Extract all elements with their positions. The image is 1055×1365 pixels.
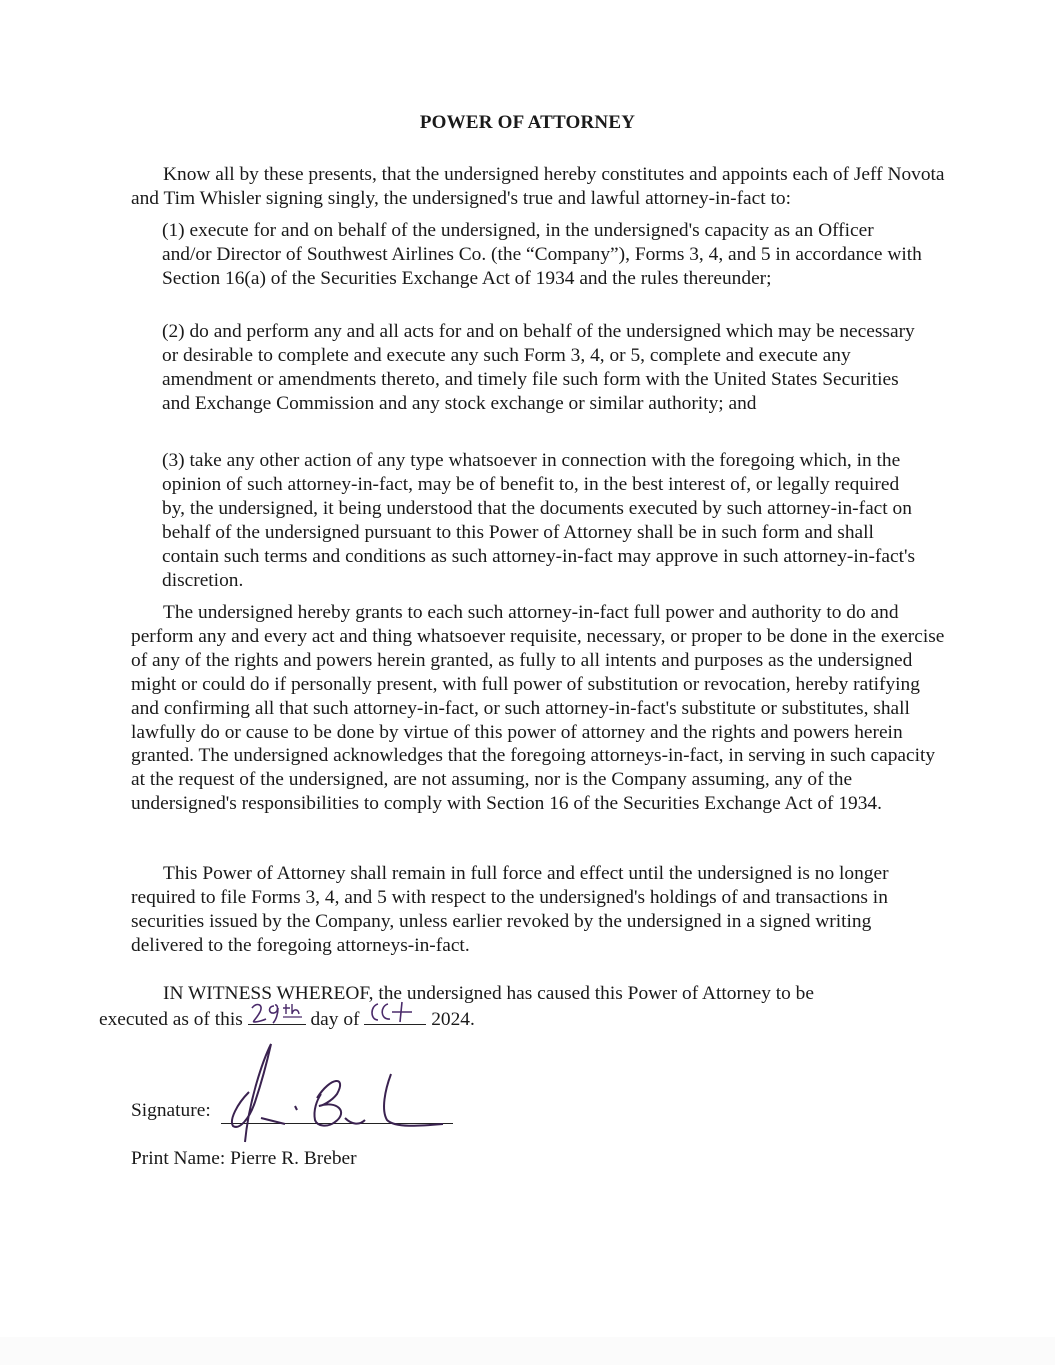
witness-paragraph [99,982,946,1032]
clause-2: (2) do and perform any and all acts for and on behalf of the undersigned which may be necessary or desirable to complete and execute any such Form 3, 4, or 5, complete and execute any amendment or amendments thereto, and timely file such form with the United States Securities and Exchange Commission and any stock exchange or similar authority; and [162,321,915,414]
witness-line-2-prefix: executed as of this [99,1008,243,1030]
day-fill-line [248,1006,306,1025]
signature-label: Signature: [131,1100,211,1121]
witness-line-2-middle: day of [310,1008,360,1030]
handwritten-signature [219,1040,459,1150]
document-title: POWER OF ATTORNEY [419,112,636,133]
intro-paragraph: Know all by these presents, that the undersigned hereby constitutes and appoints each of Jeff Novota and Tim Whisler signing singly, the undersigned's true and lawful attorney-in-fact to: [131,164,945,209]
clause-3: (3) take any other action of any type whatsoever in connection with the foregoing which, in the opinion of such attorney-in-fact, may be of benefit to, in the best interest of, or legally required by, the undersigned, it being understood that the documents executed by such attorney-in-fact on behalf of the undersigned pursuant to this Power of Attorney shall be in such form and shall contain such terms and conditions as such attorney-in-fact may approve in such attorney-in-fact's discretion. [162,450,916,591]
scan-edge [0,1337,1055,1365]
month-fill-line [364,1006,426,1025]
signature-block [131,1040,461,1140]
print-name: Print Name: Pierre R. Breber [131,1148,357,1169]
month-handwriting [364,998,426,1026]
witness-line-1: IN WITNESS WHEREOF, the undersigned has caused this Power of Attorney to be [163,983,814,1004]
day-handwriting [248,1000,306,1026]
clause-1: (1) execute for and on behalf of the undersigned, in the undersigned's capacity as an Officer and/or Director of Southwest Airlines Co. (the “Company”), Forms 3, 4, and 5 in accordance with Section 16(a) of the Securities Exchange Act of 1934 and the rules thereunder; [162,220,922,289]
grant-paragraph: The undersigned hereby grants to each such attorney-in-fact full power and authority to do and perform any and every act and thing whatsoever requisite, necessary, or proper to be done in the exercise of any of the rights and powers herein granted, as fully to all intents and purposes as the undersigned might or could do if personally present, with full power of substitution or revocation, hereby ratifying and confirming all that such attorney-in-fact, or such attorney-in-fact's substitute or substitutes, shall lawfully do or cause to be done by virtue of this power of attorney and the rights and powers herein granted. The undersigned acknowledges that the foregoing attorneys-in-fact, in serving in such capacity at the request of the undersigned, are not assuming, nor is the Company assuming, any of the undersigned's responsibilities to comply with Section 16 of the Securities Exchange Act of 1934. [131,602,945,815]
duration-paragraph: This Power of Attorney shall remain in full force and effect until the undersigned is no longer required to file Forms 3, 4, and 5 with respect to the undersigned's holdings of and transactions in securities issued by the Company, unless earlier revoked by the undersigned in a signed writing delivered to the foregoing attorneys-in-fact. [131,863,889,956]
witness-line-2-suffix: 2024. [431,1008,475,1030]
